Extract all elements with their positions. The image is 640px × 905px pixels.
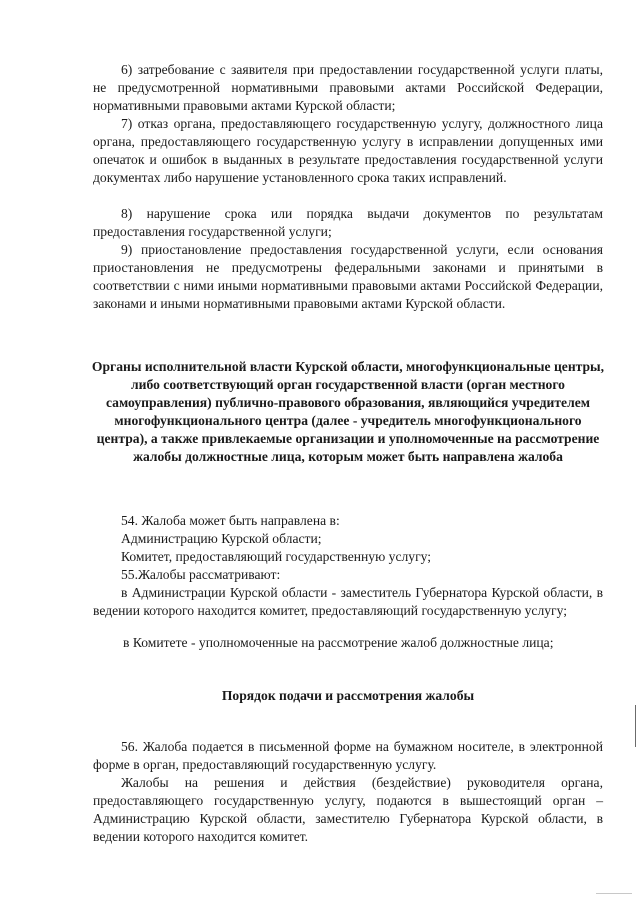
clause-55-intro: 55.Жалобы рассматривают: xyxy=(121,567,281,582)
clause-54-intro: 54. Жалоба может быть направлена в: xyxy=(121,513,340,528)
list-item-9: 9) приостановление предоставления государственной услуги, если основания приостановления не предусмотрены федеральными законами и принятыми в соответствии с ними иными нормативными правовыми актами Российской Федерации, законами и иными нормативными правовыми актами Курской области. xyxy=(93,242,603,311)
section-heading-procedure: Порядок подачи и рассмотрения жалобы xyxy=(221,688,475,703)
list-item-6: 6) затребование с заявителя при предоставлении государственной услуги платы, не предусмотренной нормативными правовыми актами Российской Федерации, нормативными правовыми актами Курской области; xyxy=(93,62,603,113)
list-item-7: 7) отказ органа, предоставляющего государственную услугу, должностного лица органа, предоставляющего государственную услугу в исправлении допущенных ими опечаток и ошибок в выданных в результате предоставления государственной услуги документах либо нарушение установленного срока таких исправлений. xyxy=(93,116,603,185)
clause-55-admin: в Администрации Курской области - заместитель Губернатора Курской области, в ведении которого находится комитет, предоставляющий государственную услугу; xyxy=(93,585,603,618)
clause-54-line-2: Комитет, предоставляющий государственную услугу; xyxy=(121,549,432,564)
clause-56-paragraph-1: 56. Жалоба подается в письменной форме на бумажном носителе, в электронной форме в орган, предоставляющий государственную услугу. xyxy=(93,739,603,772)
scan-edge-mark xyxy=(635,705,636,747)
list-item-8: 8) нарушение срока или порядка выдачи документов по результатам предоставления государственной услуги; xyxy=(93,206,603,239)
section-heading-complaint-bodies: Органы исполнительной власти Курской области, многофункциональные центры, либо соответствующий орган государственной власти (орган местного самоуправления) публично-правового образования, являющийся учредителем многофункционального центра (далее - учредитель многофункционального центра), а также привлекаемые организации и уполномоченные на рассмотрение жалобы должностные лица, которым может быть направлена жалоба xyxy=(91,359,605,464)
clause-55-committee: в Комитете - уполномоченные на рассмотрение жалоб должностные лица; xyxy=(123,635,554,650)
clause-54-line-1: Администрацию Курской области; xyxy=(121,531,322,546)
clause-56-paragraph-2: Жалобы на решения и действия (бездействие) руководителя органа, предоставляющего государственную услугу, подаются в вышестоящий орган – Администрацию Курской области, заместителю Губернатора Курской области, в ведении которого находится комитет. xyxy=(93,775,603,844)
scan-corner-mark xyxy=(596,893,632,900)
